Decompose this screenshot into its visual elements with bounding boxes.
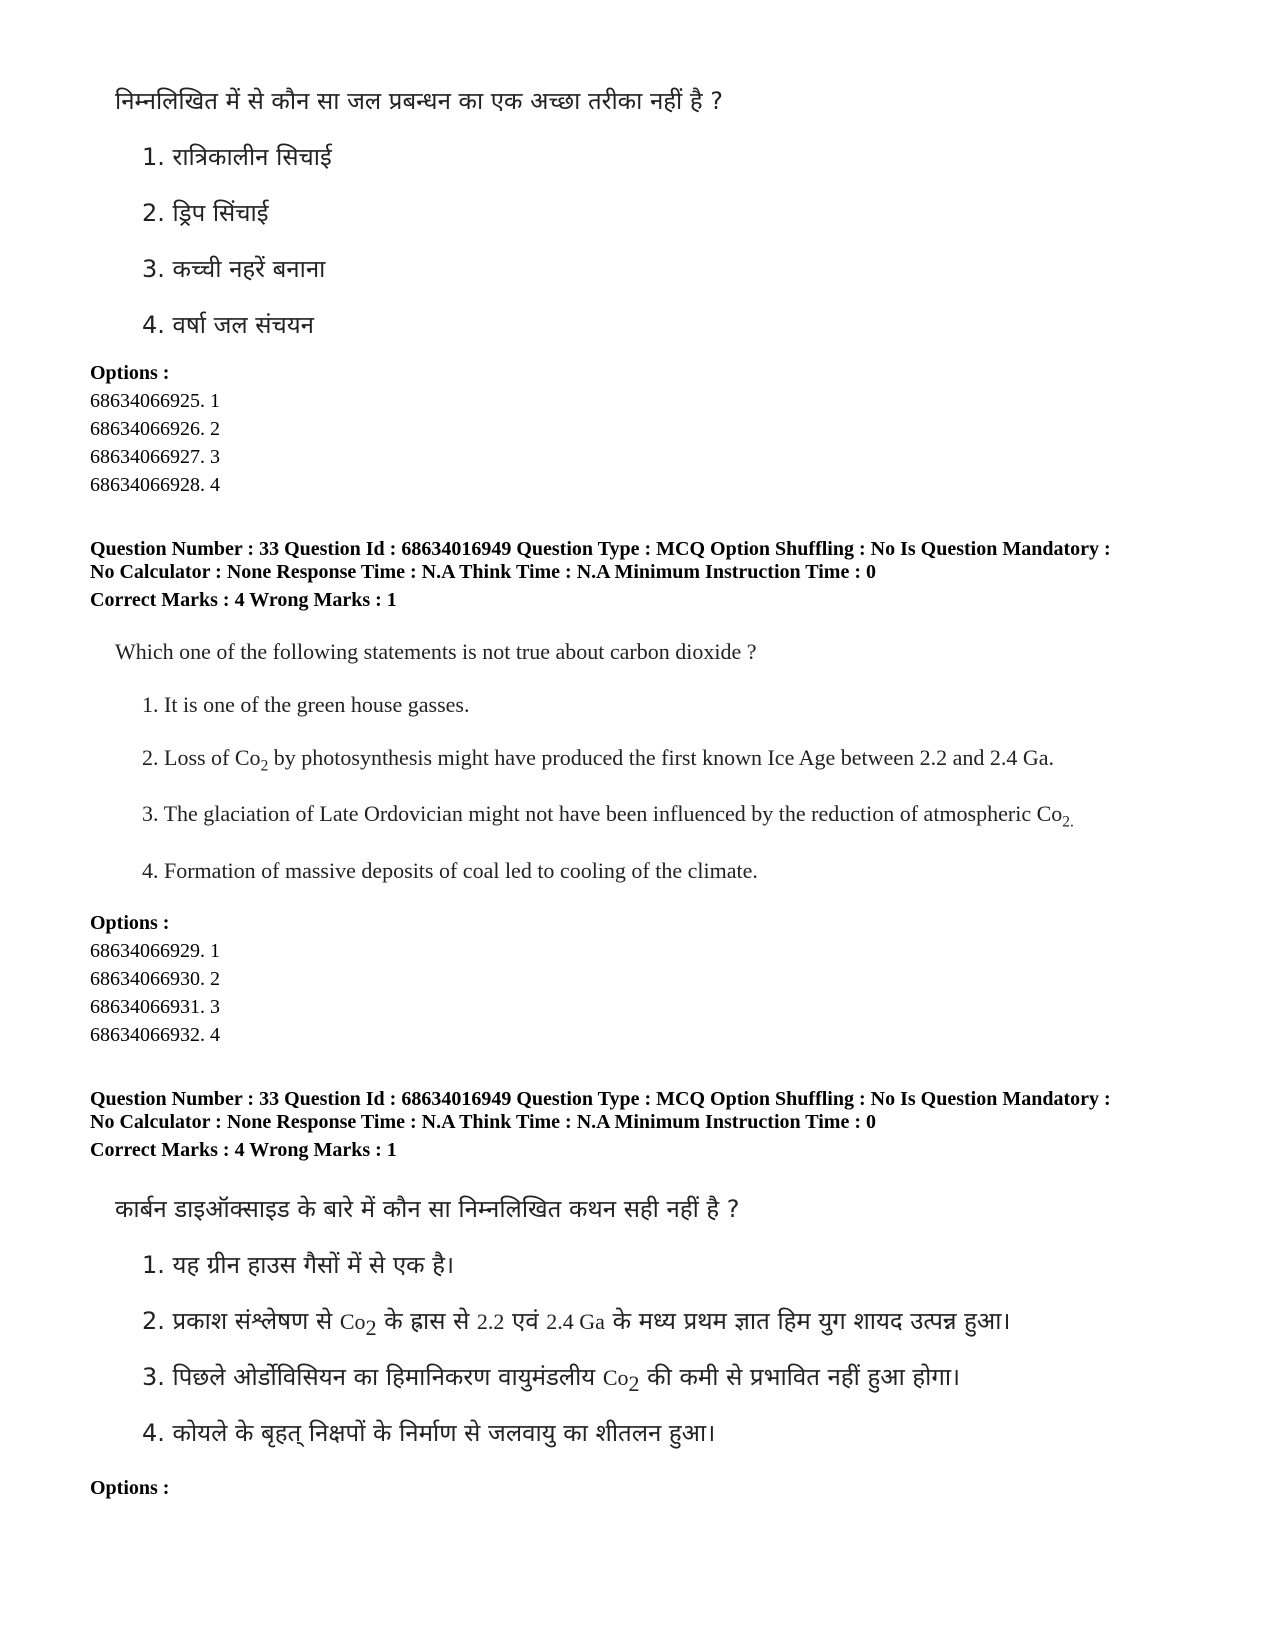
question-header: Question Number : 33 Question Id : 68634016949 Question Type : MCQ Option Shuffling : No Is Question Mandatory : — [90, 538, 1111, 560]
choice-2: 2. Loss of $Co_2$ by photosynthesis might have produced the first known Ice Age between 2.2 and 2.4 Ga. — [142, 745, 1054, 775]
marks-line: Correct Marks : 4 Wrong Marks : 1 — [90, 589, 397, 611]
question-header: No Calculator : None Response Time : N.A Think Time : N.A Minimum Instruction Time : 0 — [90, 1111, 876, 1133]
choice-1: 1. रात्रिकालीन सिचाई — [142, 143, 332, 171]
choice-4: 4. वर्षा जल संचयन — [142, 311, 315, 339]
choice-3: 3. कच्ची नहरें बनाना — [142, 255, 326, 283]
question-header: No Calculator : None Response Time : N.A Think Time : N.A Minimum Instruction Time : 0 — [90, 561, 876, 583]
option-id: 68634066931. 3 — [90, 996, 220, 1018]
choice-4: 4. Formation of massive deposits of coal led to cooling of the climate. — [142, 858, 758, 883]
question-header: Question Number : 33 Question Id : 68634016949 Question Type : MCQ Option Shuffling : No Is Question Mandatory : — [90, 1088, 1111, 1110]
option-id: 68634066932. 4 — [90, 1024, 220, 1046]
question-text: Which one of the following statements is not true about carbon dioxide ? — [115, 639, 757, 664]
option-id: 68634066928. 4 — [90, 474, 220, 496]
option-id: 68634066930. 2 — [90, 968, 220, 990]
choice-2: 2. प्रकाश संश्लेषण से $Co_2$ के ह्रास से 2.2 एवं 2.4 Ga के मध्य प्रथम ज्ञात हिम युग शायद उत्पन्न हुआ। — [142, 1307, 1011, 1340]
option-id: 68634066925. 1 — [90, 390, 220, 412]
choice-2: 2. ड्रिप सिंचाई — [142, 199, 269, 227]
options-label: Options : — [90, 912, 170, 934]
choice-1: 1. यह ग्रीन हाउस गैसों में से एक है। — [142, 1251, 455, 1279]
option-id: 68634066929. 1 — [90, 940, 220, 962]
question-text: कार्बन डाइऑक्साइड के बारे में कौन सा निम्नलिखित कथन सही नहीं है ? — [115, 1195, 740, 1223]
option-id: 68634066926. 2 — [90, 418, 220, 440]
marks-line: Correct Marks : 4 Wrong Marks : 1 — [90, 1139, 397, 1161]
choice-1: 1. It is one of the green house gasses. — [142, 692, 470, 717]
question-text: निम्नलिखित में से कौन सा जल प्रबन्धन का एक अच्छा तरीका नहीं है ? — [115, 87, 723, 115]
choice-3: 3. पिछले ओर्डोविसियन का हिमानिकरण वायुमंडलीय $Co_2$ की कमी से प्रभावित नहीं हुआ होगा। — [142, 1363, 961, 1396]
options-label: Options : — [90, 362, 170, 384]
options-label: Options : — [90, 1477, 170, 1499]
choice-4: 4. कोयले के बृहत् निक्षपों के निर्माण से जलवायु का शीतलन हुआ। — [142, 1419, 716, 1447]
choice-3: 3. The glaciation of Late Ordovician might not have been influenced by the reduction of atmospheric $Co_{2.}$ — [142, 801, 1074, 831]
option-id: 68634066927. 3 — [90, 446, 220, 468]
